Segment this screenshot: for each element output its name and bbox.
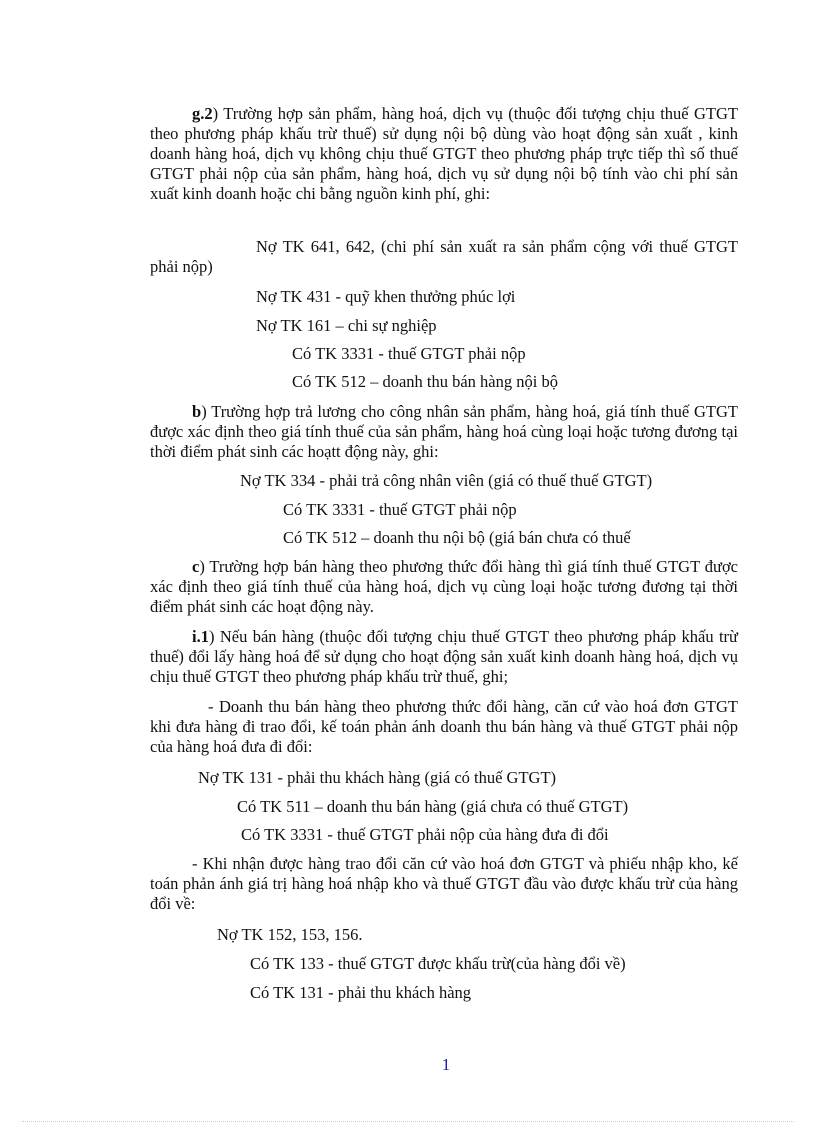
entry-no-161: Nợ TK 161 – chi sự nghiệp	[256, 316, 437, 335]
paragraph-receipt: - Khi nhận được hàng trao đổi căn cứ vào hoá đơn GTGT và phiếu nhập kho, kế toán phản ánh giá trị hàng hoá nhập kho và thuế GTGT đầu vào được khấu trừ của hàng đổi về:	[150, 854, 738, 913]
label-b: b	[192, 402, 202, 421]
paragraph-revenue: - Doanh thu bán hàng theo phương thức đổi hàng, căn cứ vào hoá đơn GTGT khi đưa hàng đi trao đổi, kế toán phản ánh doanh thu bán hàng và thuế GTGT phải nộp của hàng hoá đưa đi đổi:	[150, 697, 738, 756]
paragraph-i1	[150, 627, 738, 687]
paragraph-b	[150, 402, 738, 462]
text-g2: ) Trường hợp sản phẩm, hàng hoá, dịch vụ (thuộc đối tượng chịu thuế GTGT theo phương pháp khấu trừ thuế) sử dụng nội bộ dùng vào hoạt động sản xuất , kinh doanh hàng hoá, dịch vụ không chịu thuế GTGT theo phương pháp trực tiếp thì số thuế GTGT phải nộp của sản phẩm, hàng hoá, dịch vụ sử dụng nội bộ tính vào chi phí sản xuất kinh doanh hoặc chi bằng nguồn kinh phí, ghi:	[150, 104, 738, 203]
footer-divider	[22, 1121, 794, 1122]
entry-no-152: Nợ TK 152, 153, 156.	[217, 925, 363, 944]
entry-no-131: Nợ TK 131 - phải thu khách hàng (giá có thuế GTGT)	[198, 768, 557, 787]
entry-co-131: Có TK 131 - phải thu khách hàng	[250, 983, 472, 1002]
entry-co-512-g2: Có TK 512 – doanh thu bán hàng nội bộ	[292, 372, 558, 391]
text-c: ) Trường hợp bán hàng theo phương thức đổi hàng thì giá tính thuế GTGT được xác định theo giá tính thuế của hàng hoá, dịch vụ cùng loại hoặc tương đương tại thời điểm phát sinh các hoạt động này.	[150, 557, 738, 616]
label-c: c	[192, 557, 200, 576]
text-b: ) Trường hợp trả lương cho công nhân sản phẩm, hàng hoá, giá tính thuế GTGT được xác định theo giá tính thuế của sản phẩm, hàng hoá cùng loại hoặc tương đương tại thời điểm phát sinh các hoạtt động này, ghi:	[150, 402, 738, 461]
entry-no-334: Nợ TK 334 - phải trả công nhân viên (giá có thuế thuế GTGT)	[240, 471, 653, 490]
page-number: 1	[441, 1055, 451, 1074]
entry-co-3331-b: Có TK 3331 - thuế GTGT phải nộp	[283, 500, 517, 519]
entry-co-133: Có TK 133 - thuế GTGT được khấu trừ(của hàng đổi về)	[250, 954, 626, 973]
paragraph-g2	[150, 104, 738, 204]
entry-co-3331-revenue: Có TK 3331 - thuế GTGT phải nộp của hàng đưa đi đổi	[241, 825, 609, 844]
entry-co-511: Có TK 511 – doanh thu bán hàng (giá chưa có thuế GTGT)	[237, 797, 629, 816]
entry-co-512-b: Có TK 512 – doanh thu nội bộ (giá bán chưa có thuế	[283, 528, 631, 547]
label-g2: g.2	[192, 104, 213, 123]
text-i1: ) Nếu bán hàng (thuộc đối tượng chịu thuế GTGT theo phương pháp khấu trừ thuế) đổi lấy hàng hoá để sử dụng cho hoạt động sản xuất kinh doanh hàng hoá, dịch vụ chịu thuế GTGT theo phương pháp khấu trừ thuế, ghi;	[150, 627, 738, 686]
label-i1: i.1	[192, 627, 209, 646]
entry-co-3331-g2: Có TK 3331 - thuế GTGT phải nộp	[292, 344, 526, 363]
paragraph-c	[150, 557, 738, 617]
entry-no-641-642: Nợ TK 641, 642, (chi phí sản xuất ra sản phẩm cộng với thuế GTGT phải nộp)	[150, 237, 738, 276]
entry-no-431: Nợ TK 431 - quỹ khen thưởng phúc lợi	[256, 287, 516, 306]
